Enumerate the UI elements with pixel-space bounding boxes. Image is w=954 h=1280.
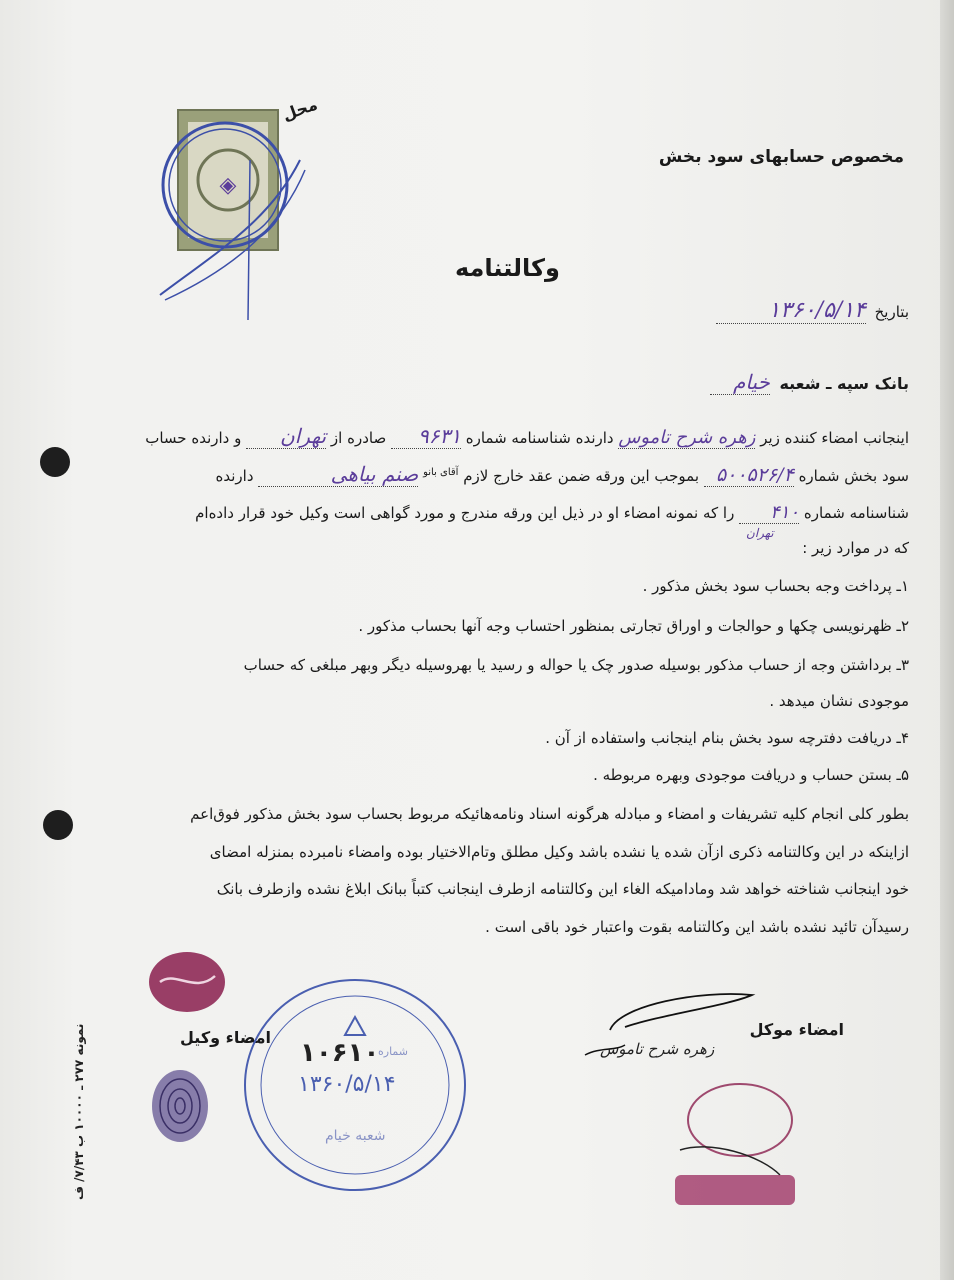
- place-label: محل: [279, 94, 320, 125]
- closing-line-4: رسیدآن تائید نشده باشد این وکالتنامه بقوت واعتبار خود باقی است .: [485, 918, 909, 936]
- form-code: نمونه ۲۷۷ ـ ۱۰۰۰۰ ب ۷/۴۳/ ف: [72, 1023, 86, 1200]
- stamp-number-label: شماره: [378, 1045, 409, 1058]
- document-title: وکالتنامه: [455, 254, 560, 282]
- principal-sign-label: امضاء موکل: [749, 1020, 844, 1039]
- date-value: ۱۳۶۰/۵/۱۴: [716, 298, 866, 324]
- gender-mark: آقای بانو: [423, 467, 459, 478]
- item-4: ۴ـ دریافت دفترچه سود بخش بنام اینجانب واستفاده از آن .: [545, 729, 909, 747]
- page-edge: [940, 0, 954, 1280]
- item-3: ۳ـ برداشتن وجه از حساب مذکور بوسیله صدور چک یا حواله و رسید یا بهروسیله دیگر وبهر مبلغی که حساب: [243, 656, 909, 674]
- item-5: ۵ـ بستن حساب و دریافت موجودی وبهره مربوطه .: [593, 766, 909, 784]
- closing-line-3: خود اینجانب شناخته خواهد شد ومادامیکه الغاء این وکالتنامه ازطرف اینجانب کتباً ببانک ابلاغ نشده وازطرف بانک: [216, 880, 909, 898]
- branch-value: خیام: [710, 370, 770, 395]
- stamp-date: ۱۳۶۰/۵/۱۴: [298, 1072, 396, 1097]
- stamp-number: ۱۰۶۱۰: [300, 1038, 380, 1068]
- issued-from: تهران: [246, 424, 326, 449]
- date-row: [716, 298, 909, 324]
- cases-intro: که در موارد زیر :: [802, 539, 909, 557]
- item-2: ۲ـ ظهرنویسی چکها و حوالجات و اوراق تجارتی بمنظور احتساب وجه آنها بحساب مذکور .: [358, 617, 909, 635]
- agent-sign-label: امضاء وکیل: [180, 1028, 271, 1047]
- principal-seal: [670, 1080, 800, 1220]
- agent-id-issued: تهران: [746, 526, 774, 540]
- body-line-1: اینجانب امضاء کننده زیر زهره شرح تاموس دارنده شناسنامه شماره ۹۶۳۱ صادره از تهران و دارنده حساب: [145, 424, 909, 448]
- principal-id: ۹۶۳۱: [391, 424, 461, 449]
- principal-signature-text: زهره شرح تاموس: [600, 1040, 715, 1058]
- item-3-cont: موجودی نشان میدهد .: [769, 692, 909, 710]
- bank-label: بانک سپه ـ شعبه: [779, 374, 909, 393]
- punch-hole-top: [40, 447, 70, 477]
- bank-row: [710, 370, 909, 395]
- agent-name: صنم بیاهی: [258, 462, 418, 487]
- agent-fingerprint: [148, 1068, 218, 1148]
- body-line-2: سود بخش شماره ۵۰۰۵۲۶/۴ بموجب این ورقه ضمن عقد خارج لازم $^{آقای بانو}$ صنم بیاهی دارنده: [215, 462, 909, 486]
- agent-seal: [145, 950, 235, 1020]
- date-label: بتاریخ: [874, 303, 909, 321]
- closing-line-1: بطور کلی انجام کلیه تشریفات و امضاء و مبادله هرگونه اسناد ونامه‌هائیکه مربوط بحساب سود بخش مذکور فوق‌اعم: [190, 805, 909, 823]
- account-number: ۵۰۰۵۲۶/۴: [704, 464, 794, 487]
- revenue-stamp: [130, 100, 310, 330]
- principal-name: زهره شرح تاموس: [618, 427, 756, 448]
- form-header: مخصوص حسابهای سود بخش: [658, 147, 904, 167]
- body-line-3: شناسنامه شماره ۴۱۰ را که نمونه امضاء او در ذیل این ورقه مندرج و مورد گواهی است وکیل خود قرار داده‌ام: [195, 502, 909, 523]
- item-1: ۱ـ پرداخت وجه بحساب سود بخش مذکور .: [642, 577, 909, 595]
- svg-text:◈: ◈: [219, 173, 237, 198]
- agent-id: ۴۱۰: [739, 502, 799, 524]
- punch-hole-bottom: [43, 810, 73, 840]
- closing-line-2: ازاینکه در این وکالتنامه ذکری ازآن شده یا نشده باشد وکیل مطلق وتام‌الاختیار بوده وامضاء نامبرده بمنزله امضای: [209, 843, 909, 861]
- stamp-branch: شعبه خیام: [325, 1128, 386, 1144]
